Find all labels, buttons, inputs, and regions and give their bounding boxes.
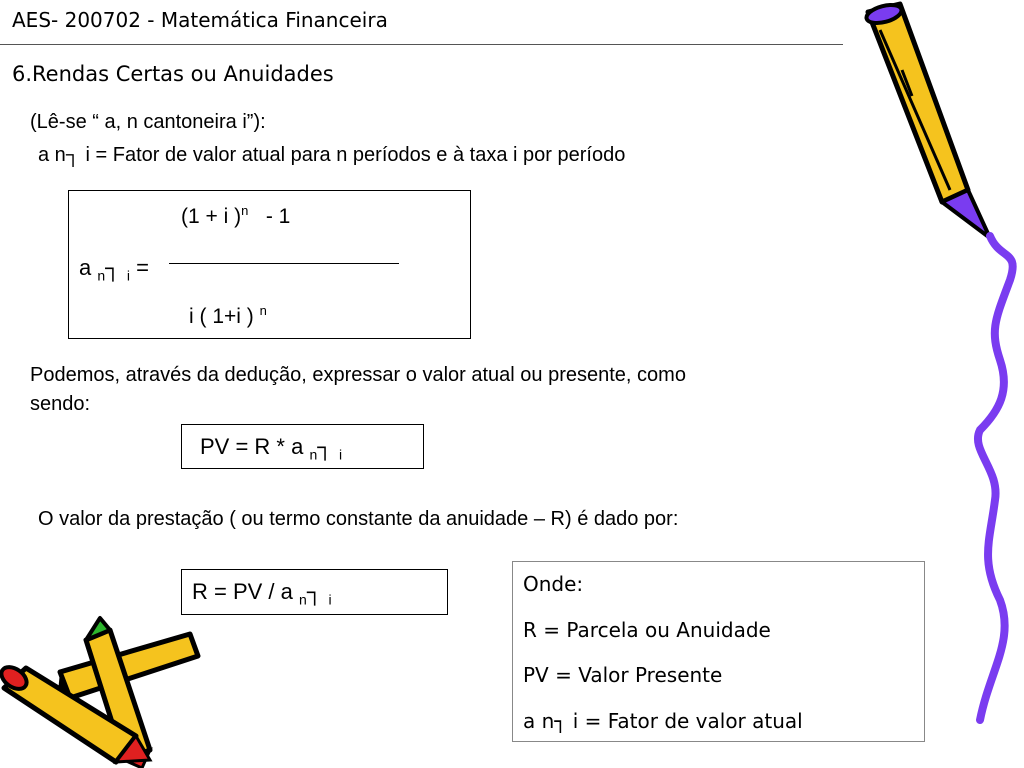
crossed-pencils-illustration <box>0 612 210 768</box>
present-value-formula-box <box>181 424 424 469</box>
r-formula-text: R = PV / a <box>192 579 293 604</box>
legend-item-pv: PV = Valor Presente <box>523 663 723 687</box>
present-value-formula <box>200 434 342 462</box>
pv-formula-text: PV = R * a <box>200 434 304 459</box>
numerator-exponent: n <box>241 203 249 218</box>
intro-definition: i = Fator de valor atual para n períodos e à taxa i por período <box>79 144 626 166</box>
paragraph-2: O valor da prestação ( ou termo constante da anuidade – R) é dado por: <box>38 508 679 530</box>
intro-a-n: a n <box>38 144 66 166</box>
lhs-equals: = <box>136 255 149 280</box>
legend-factor-text: i = Fator de valor atual <box>566 709 803 733</box>
legend-title: Onde: <box>523 572 584 596</box>
pv-formula-i: i <box>338 446 343 463</box>
legend-item-factor <box>523 709 803 733</box>
lhs-i: i <box>126 267 131 284</box>
paragraph-1-line-1: Podemos, através da dedução, expressar o valor atual ou presente, como <box>30 364 686 386</box>
pencil-icon <box>865 2 990 238</box>
section-title: 6.Rendas Certas ou Anuidades <box>12 62 334 86</box>
installment-formula <box>192 579 332 607</box>
formula-numerator <box>181 203 290 229</box>
paragraph-1-line-2: sendo: <box>30 393 91 415</box>
lhs-cantoneira: ┐ <box>105 255 121 280</box>
header-divider <box>0 44 843 45</box>
denominator-exponent: n <box>259 303 267 318</box>
installment-formula-box <box>181 569 448 615</box>
lhs-n: n <box>97 267 106 284</box>
denominator-base: i ( 1+i ) <box>189 305 254 328</box>
r-formula-n: n <box>299 591 307 608</box>
purple-squiggle <box>978 236 1013 720</box>
lhs-a: a <box>79 255 92 280</box>
slide-header: AES- 200702 - Matemática Financeira <box>12 8 388 32</box>
intro-line-2 <box>38 144 625 167</box>
legend-factor-a-n: a n <box>523 709 555 733</box>
legend-factor-cantoneira: ┐ <box>554 709 567 733</box>
pencil-squiggle-illustration <box>850 0 1024 768</box>
r-formula-i: i <box>328 591 332 608</box>
cantoneira-symbol: ┐ <box>65 144 80 166</box>
annuity-factor-formula-box <box>68 190 471 339</box>
formula-lhs <box>79 255 149 283</box>
r-formula-cantoneira: ┐ <box>306 579 323 604</box>
intro-line-1: (Lê-se “ a, n cantoneira i”): <box>30 111 266 133</box>
formula-denominator <box>189 303 267 329</box>
numerator-tail: - 1 <box>265 205 291 228</box>
legend-item-r: R = Parcela ou Anuidade <box>523 618 771 642</box>
pv-formula-cantoneira: ┐ <box>317 434 333 459</box>
pv-formula-n: n <box>309 446 318 463</box>
numerator-base: (1 + i ) <box>181 205 242 228</box>
fraction-bar <box>169 263 399 264</box>
